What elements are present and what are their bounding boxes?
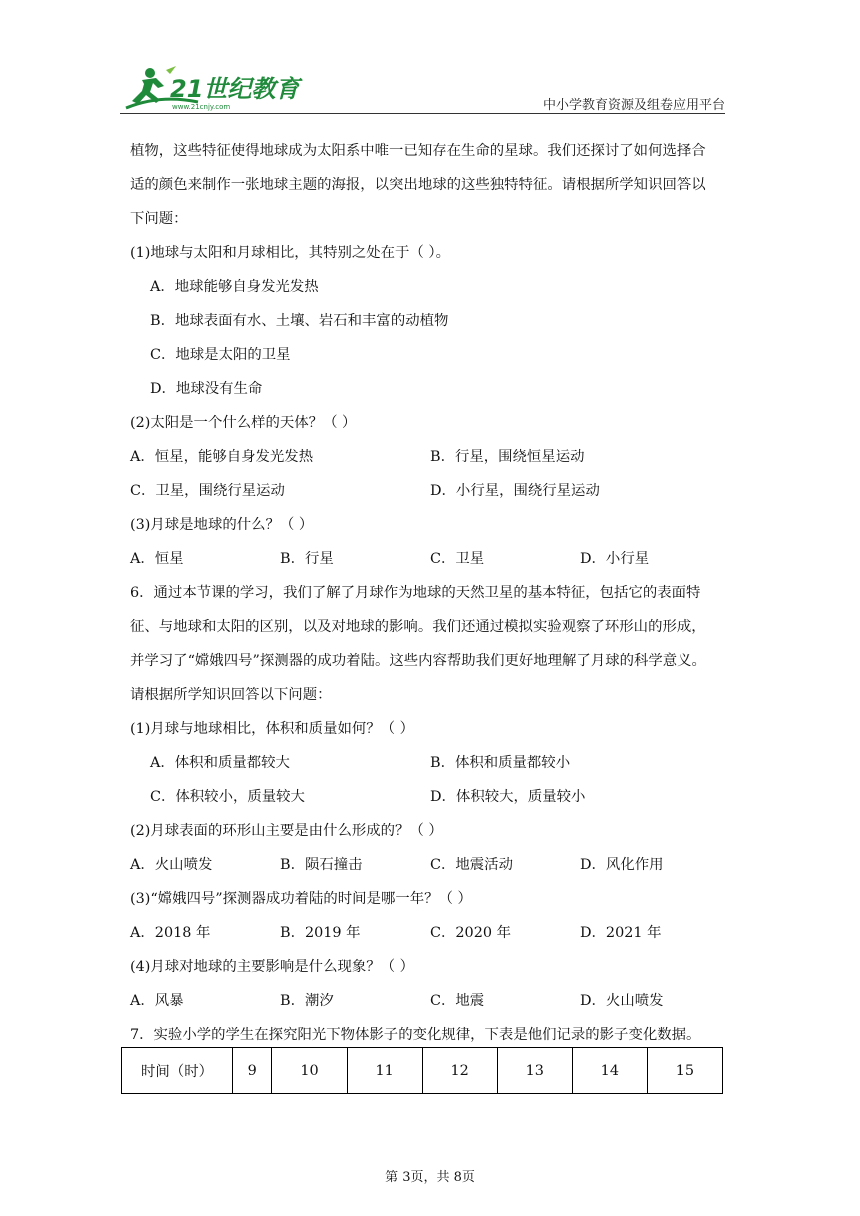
q6-4-option-c: C．地震 bbox=[430, 993, 485, 1009]
q6-4-option-b: B．潮汐 bbox=[280, 993, 334, 1009]
q6-1-option-b: B．体积和质量都较小 bbox=[430, 755, 571, 771]
table-cell: 15 bbox=[647, 1048, 722, 1094]
intro-line-1: 植物，这些特征使得地球成为太阳系中唯一已知存在生命的星球。我们还探讨了如何选择合 bbox=[130, 143, 706, 159]
page-number: 第 3页，共 8页 bbox=[385, 1170, 475, 1185]
q6-line-2: 征、与地球和太阳的区别，以及对地球的影响。我们还通过模拟实验观察了环形山的形成， bbox=[130, 619, 706, 635]
q6-2-option-a: A．火山喷发 bbox=[130, 857, 213, 873]
q6-line-1: 6．通过本节课的学习，我们了解了月球作为地球的天然卫星的基本特征，包括它的表面特 bbox=[130, 585, 701, 601]
logo-21cnjy bbox=[120, 64, 320, 114]
q5-2-option-a: A．恒星，能够自身发光发热 bbox=[130, 449, 314, 465]
q6-4-option-a: A．风暴 bbox=[130, 993, 184, 1009]
q7-stem: 7．实验小学的学生在探究阳光下物体影子的变化规律，下表是他们记录的影子变化数据。 bbox=[130, 1027, 701, 1043]
q6-line-3: 并学习了“嫦娥四号”探测器的成功着陆。这些内容帮助我们更好地理解了月球的科学意义。 bbox=[130, 653, 706, 669]
q5-2-option-b: B．行星，围绕恒星运动 bbox=[430, 449, 585, 465]
shadow-data-table bbox=[121, 1047, 723, 1094]
q6-line-4: 请根据所学知识回答以下问题： bbox=[130, 687, 332, 703]
q6-1-option-d: D．体积较大，质量较小 bbox=[430, 789, 586, 805]
q5-2-option-c: C．卫星，围绕行星运动 bbox=[130, 483, 285, 499]
intro-line-3: 下问题： bbox=[130, 211, 188, 227]
q5-3-option-d: D．小行星 bbox=[580, 551, 650, 567]
logo-url: www.21cnjy.com bbox=[172, 103, 231, 111]
platform-name: 中小学教育资源及组卷应用平台 bbox=[542, 98, 725, 113]
table-cell: 13 bbox=[497, 1048, 572, 1094]
q5-1-option-b: B．地球表面有水、土壤、岩石和丰富的动植物 bbox=[150, 313, 449, 329]
table-row bbox=[122, 1048, 723, 1094]
q5-1-option-a: A．地球能够自身发光发热 bbox=[150, 279, 319, 295]
table-cell: 9 bbox=[233, 1048, 272, 1094]
table-cell: 12 bbox=[422, 1048, 497, 1094]
q6-1-option-a: A．体积和质量都较大 bbox=[150, 755, 290, 771]
q5-1-option-d: D．地球没有生命 bbox=[150, 381, 263, 397]
q5-3-option-a: A．恒星 bbox=[130, 551, 184, 567]
q6-1-option-c: C．体积较小，质量较大 bbox=[150, 789, 305, 805]
table-cell: 11 bbox=[347, 1048, 422, 1094]
q5-3-stem: (3)月球是地球的什么？（ ） bbox=[130, 517, 314, 533]
page-header bbox=[120, 64, 725, 116]
q6-3-option-d: D．2021 年 bbox=[580, 925, 662, 941]
q6-3-stem: (3)“嫦娥四号”探测器成功着陆的时间是哪一年？（ ） bbox=[130, 891, 472, 907]
q6-2-stem: (2)月球表面的环形山主要是由什么形成的？（ ） bbox=[130, 823, 443, 839]
intro-line-2: 适的颜色来制作一张地球主题的海报，以突出地球的这些独特特征。请根据所学知识回答以 bbox=[130, 177, 706, 193]
q5-3-option-b: B．行星 bbox=[280, 551, 334, 567]
q5-1-stem: (1)地球与太阳和月球相比，其特别之处在于（ ）。 bbox=[130, 245, 450, 261]
table-cell: 10 bbox=[272, 1048, 347, 1094]
q5-3-option-c: C．卫星 bbox=[430, 551, 485, 567]
q5-1-option-c: C．地球是太阳的卫星 bbox=[150, 347, 291, 363]
q6-3-option-b: B．2019 年 bbox=[280, 925, 361, 941]
q5-2-stem: (2)太阳是一个什么样的天体？（ ） bbox=[130, 415, 357, 431]
table-cell: 14 bbox=[572, 1048, 647, 1094]
q6-2-option-b: B．陨石撞击 bbox=[280, 857, 363, 873]
header-divider bbox=[120, 113, 725, 114]
table-header-cell: 时间（时） bbox=[122, 1048, 233, 1094]
q6-4-stem: (4)月球对地球的主要影响是什么现象？（ ） bbox=[130, 959, 414, 975]
q6-2-option-d: D．风化作用 bbox=[580, 857, 664, 873]
q6-1-stem: (1)月球与地球相比，体积和质量如何？（ ） bbox=[130, 721, 414, 737]
logo-text: 21世纪教育 bbox=[170, 75, 300, 103]
q6-3-option-c: C．2020 年 bbox=[430, 925, 511, 941]
q6-3-option-a: A．2018 年 bbox=[130, 925, 211, 941]
q6-4-option-d: D．火山喷发 bbox=[580, 993, 664, 1009]
q5-2-option-d: D．小行星，围绕行星运动 bbox=[430, 483, 600, 499]
q6-2-option-c: C．地震活动 bbox=[430, 857, 513, 873]
